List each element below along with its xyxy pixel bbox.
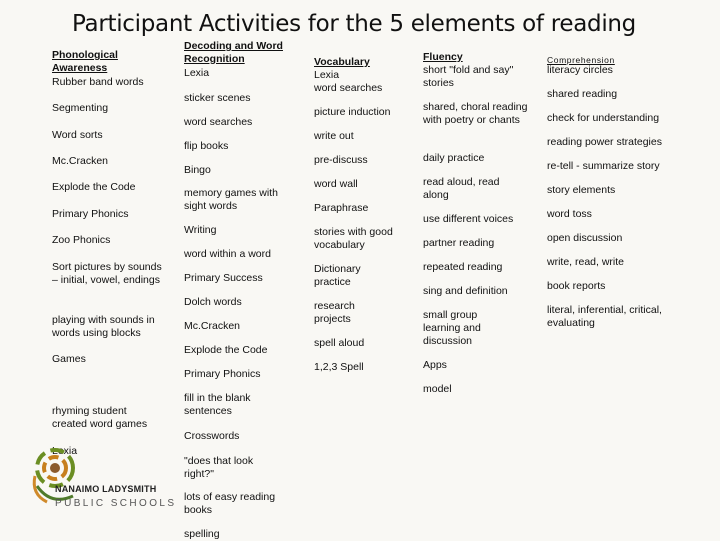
list-item: short "fold and say" stories <box>423 64 514 89</box>
list-item: Word sorts <box>52 129 103 141</box>
list-item: playing with sounds in words using blocks <box>52 314 155 339</box>
list-item: repeated reading <box>423 261 503 273</box>
list-item: Explode the Code <box>184 344 268 356</box>
list-item: stories with good vocabulary <box>314 226 393 251</box>
list-item: Rubber band words <box>52 76 144 88</box>
list-item: book reports <box>547 280 606 292</box>
list-item: Segmenting <box>52 102 109 114</box>
list-item: shared reading <box>547 88 618 100</box>
list-item: Mc.Cracken <box>52 155 109 167</box>
list-item: read aloud, read along <box>423 176 500 201</box>
list-item: Dictionary practice <box>314 263 361 288</box>
list-item: word within a word <box>184 248 271 260</box>
swirl-emblem-icon <box>34 450 73 502</box>
list-item: open discussion <box>547 232 623 244</box>
list-item: spelling <box>184 528 220 540</box>
list-item: Lexia <box>314 69 340 81</box>
page-title: Participant Activities for the 5 elements of reading <box>72 11 636 37</box>
list-item: reading power strategies <box>547 136 662 148</box>
list-item: Paraphrase <box>314 202 369 214</box>
list-item: story elements <box>547 184 616 196</box>
list-item: re-tell - summarize story <box>547 160 660 172</box>
list-item: 1,2,3 Spell <box>314 361 364 373</box>
list-item: lots of easy reading books <box>184 491 276 516</box>
list-item: Zoo Phonics <box>52 234 111 246</box>
list-item: Lexia <box>184 67 210 79</box>
list-item: daily practice <box>423 152 485 164</box>
list-item: Apps <box>423 359 447 371</box>
list-item: Mc.Cracken <box>184 320 241 332</box>
list-item: sing and definition <box>423 285 508 297</box>
list-item: write, read, write <box>547 256 625 268</box>
list-item: Sort pictures by sounds – initial, vowel, endings <box>52 261 162 286</box>
logo-name-text: NANAIMO LADYSMITH <box>55 484 157 494</box>
list-item: memory games with sight words <box>184 187 278 212</box>
column-heading: Comprehension <box>547 55 615 65</box>
column-heading: Decoding and Word Recognition <box>184 40 283 65</box>
list-item: Primary Phonics <box>184 368 261 380</box>
list-item: Explode the Code <box>52 181 136 193</box>
list-item: literacy circles <box>547 64 613 76</box>
list-item: check for understanding <box>547 112 660 124</box>
column-heading: Phonological Awareness <box>52 49 118 74</box>
list-item: research projects <box>314 300 355 325</box>
list-item: word toss <box>547 208 592 220</box>
list-item: spell aloud <box>314 337 365 349</box>
list-item: Bingo <box>184 164 211 176</box>
list-item: word wall <box>314 178 358 190</box>
list-item: word searches <box>314 82 383 94</box>
list-item: word searches <box>184 116 253 128</box>
list-item: sticker scenes <box>184 92 251 104</box>
list-item: model <box>423 383 452 395</box>
list-item: Primary Success <box>184 272 263 284</box>
logo-sub-text: PUBLIC SCHOOLS <box>55 498 177 509</box>
list-item: shared, choral reading with poetry or chants <box>423 101 528 126</box>
list-item: Primary Phonics <box>52 208 129 220</box>
list-item: fill in the blank sentences <box>184 392 251 417</box>
list-item: picture induction <box>314 106 391 118</box>
list-item: rhyming student created word games <box>52 405 148 430</box>
list-item: Dolch words <box>184 296 242 308</box>
list-item: literal, inferential, critical, evaluating <box>547 304 662 329</box>
column-heading: Vocabulary <box>314 56 370 68</box>
list-item: Lexia <box>52 445 78 457</box>
list-item: Crosswords <box>184 430 240 442</box>
list-item: pre-discuss <box>314 154 368 166</box>
list-item: small group learning and discussion <box>423 309 481 347</box>
list-item: use different voices <box>423 213 514 225</box>
list-item: partner reading <box>423 237 495 249</box>
list-item: "does that look right?" <box>184 455 254 480</box>
column-heading: Fluency <box>423 51 463 63</box>
list-item: Games <box>52 353 86 365</box>
list-item: write out <box>314 130 354 142</box>
list-item: Writing <box>184 224 217 236</box>
list-item: flip books <box>184 140 229 152</box>
